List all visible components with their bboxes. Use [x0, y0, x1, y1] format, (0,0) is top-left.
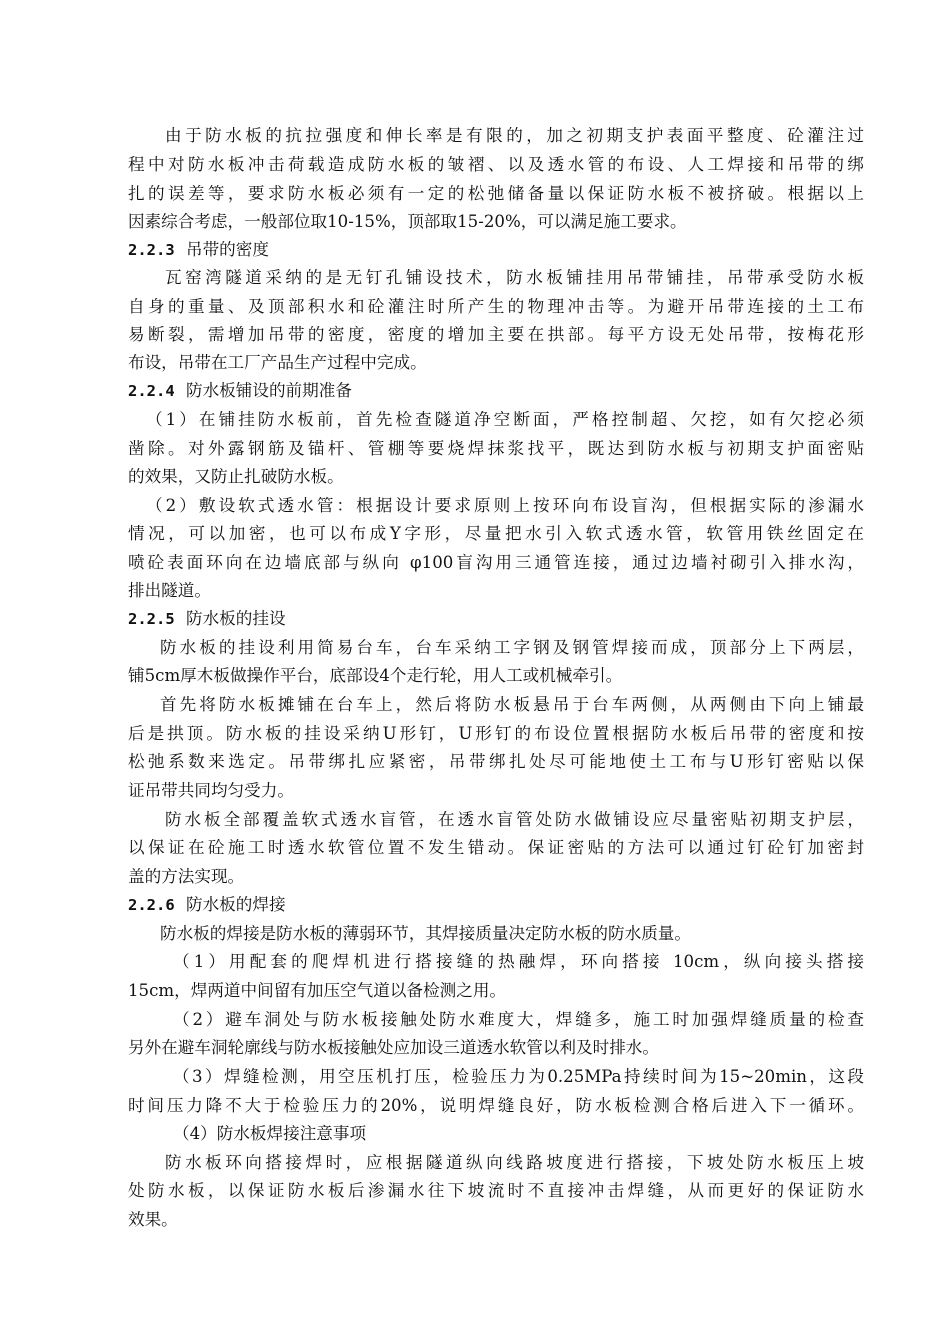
section-heading — [128, 379, 352, 403]
text-line: 布设，吊带在工厂产品生产过程中完成。 — [128, 353, 427, 372]
text-line: 排出隧道。 — [128, 581, 211, 600]
section-title: 防水板的挂设 — [186, 609, 286, 628]
text-line: （2）敷设软式透水管：根据设计要求原则上按环向布设盲沟，但根据实际的渗漏水 — [146, 496, 864, 515]
text-line: 铺5cm厚木板做操作平台，底部设4个走行轮，用人工或机械牵引。 — [128, 666, 623, 685]
text-line: （2）避车洞处与防水板接触处防水难度大，焊缝多，施工时加强焊缝质量的检查 — [173, 1010, 864, 1029]
text-line: 易断裂，需增加吊带的密度，密度的增加主要在拱部。每平方设无处吊带，按梅花形 — [128, 325, 864, 344]
text-line: 时间压力降不大于检验压力的20%，说明焊缝良好，防水板检测合格后进入下一循环。 — [128, 1096, 864, 1115]
section-number: 2.2.4 — [128, 382, 175, 400]
text-line: 防水板环向搭接焊时，应根据隧道纵向线路坡度进行搭接，下坡处防水板压上坡 — [165, 1153, 864, 1172]
text-line: 程中对防水板冲击荷载造成防水板的皱褶、以及透水管的布设、人工焊接和吊带的绑 — [128, 155, 864, 174]
text-line: 自身的重量、及顶部积水和砼灌注时所产生的物理冲击等。为避开吊带连接的土工布 — [128, 297, 864, 316]
text-line: 凿除。对外露钢筋及锚杆、管棚等要烧焊抹浆找平，既达到防水板与初期支护面密贴 — [128, 439, 864, 458]
text-line: 的效果，又防止扎破防水板。 — [128, 467, 344, 486]
text-line: 处防水板，以保证防水板后渗漏水往下坡流时不直接冲击焊缝，从而更好的保证防水 — [128, 1181, 864, 1200]
text-line: 另外在避车洞轮廓线与防水板接触处应加设三道透水软管以利及时排水。 — [128, 1038, 659, 1057]
text-line: 因素综合考虑，一般部位取10-15%，顶部取15-20%，可以满足施工要求。 — [128, 212, 687, 231]
section-title: 防水板铺设的前期准备 — [186, 381, 352, 400]
text-line: 瓦窑湾隧道采纳的是无钉孔铺设技术，防水板铺挂用吊带铺挂，吊带承受防水板 — [165, 268, 864, 287]
text-line: 情况，可以加密，也可以布成Y字形，尽量把水引入软式透水管，软管用铁丝固定在 — [128, 524, 864, 543]
text-line: 喷砼表面环向在边墙底部与纵向 φ100盲沟用三通管连接，通过边墙衬砌引入排水沟， — [128, 553, 864, 572]
text-line: 首先将防水板摊铺在台车上，然后将防水板悬吊于台车两侧，从两侧由下向上铺最 — [160, 695, 864, 714]
text-line: 防水板的焊接是防水板的薄弱环节，其焊接质量决定防水板的防水质量。 — [160, 924, 691, 943]
text-line: （4）防水板焊接注意事项 — [173, 1124, 367, 1143]
text-line: 防水板的挂设利用简易台车，台车采纳工字钢及钢管焊接而成，顶部分上下两层， — [160, 638, 864, 657]
text-line: （1）在铺挂防水板前，首先检查隧道净空断面，严格控制超、欠挖，如有欠挖必须 — [146, 410, 864, 429]
section-number: 2.2.5 — [128, 610, 175, 628]
section-number: 2.2.3 — [128, 241, 175, 259]
text-line: 后是拱顶。防水板的挂设采纳U形钉，U形钉的布设位置根据防水板后吊带的密度和按 — [128, 724, 864, 743]
text-line: （3）焊缝检测，用空压机打压，检验压力为0.25MPa持续时间为15~20min，这段 — [173, 1067, 864, 1086]
section-heading — [128, 607, 286, 631]
section-heading — [128, 893, 286, 917]
text-line: 防水板全部覆盖软式透水盲管，在透水盲管处防水做铺设应尽量密贴初期支护层， — [165, 810, 864, 829]
text-line: 效果。 — [128, 1210, 178, 1229]
text-line: 15cm，焊两道中间留有加压空气道以备检测之用。 — [128, 981, 507, 1000]
text-line: 证吊带共同均匀受力。 — [128, 781, 294, 800]
text-line: 扎的误差等，要求防水板必须有一定的松弛储备量以保证防水板不被挤破。根据以上 — [128, 184, 864, 203]
text-line: 盖的方法实现。 — [128, 867, 245, 886]
text-line: 松弛系数来选定。吊带绑扎应紧密，吊带绑扎处尽可能地使土工布与U形钉密贴以保 — [128, 752, 864, 771]
text-line: 以保证在砼施工时透水软管位置不发生错动。保证密贴的方法可以通过钉砼钉加密封 — [128, 838, 864, 857]
section-heading — [128, 238, 269, 262]
section-title: 吊带的密度 — [186, 240, 269, 259]
section-number: 2.2.6 — [128, 896, 175, 914]
text-line: （1）用配套的爬焊机进行搭接缝的热融焊，环向搭接 10cm，纵向接头搭接 — [173, 952, 864, 971]
section-title: 防水板的焊接 — [186, 895, 286, 914]
text-line: 由于防水板的抗拉强度和伸长率是有限的，加之初期支护表面平整度、砼灌注过 — [165, 126, 864, 145]
